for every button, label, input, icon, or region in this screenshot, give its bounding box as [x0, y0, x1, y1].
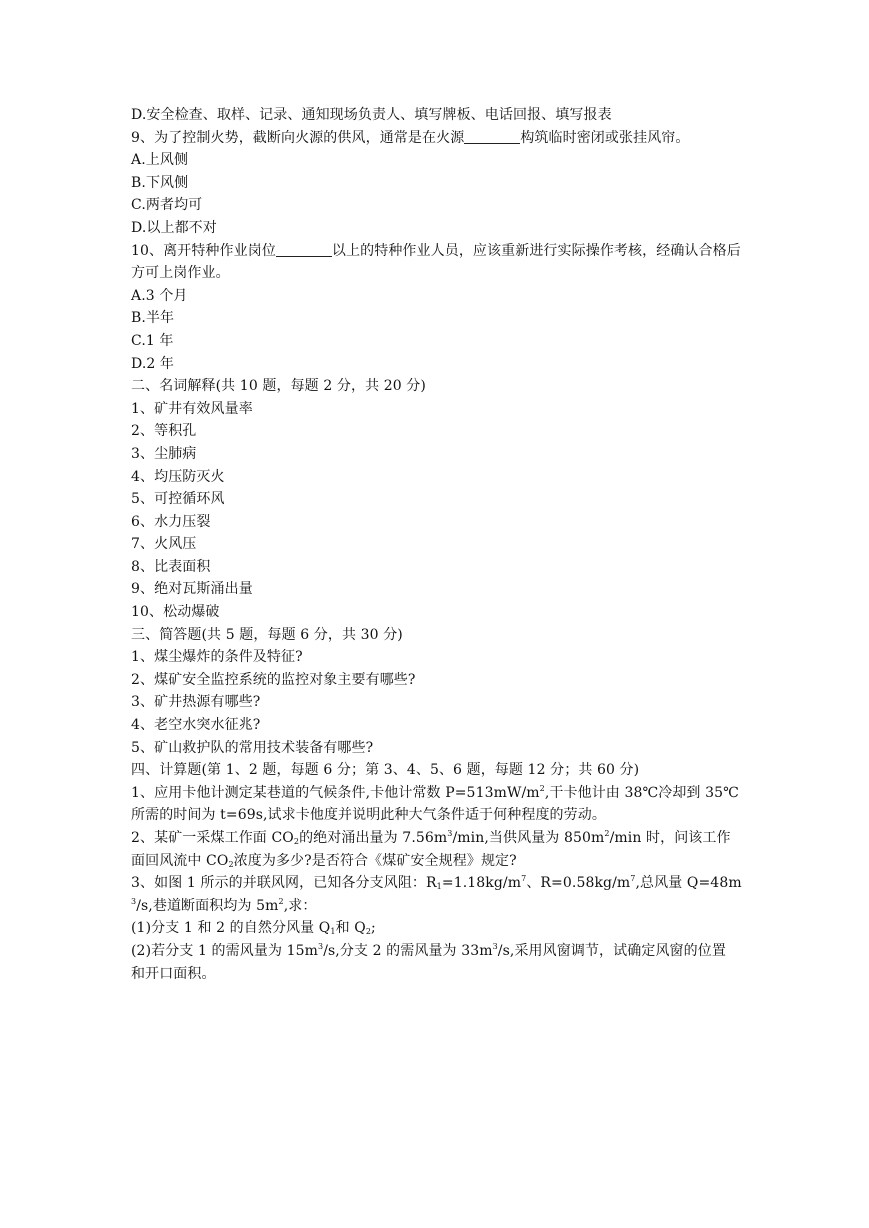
q10-option-c: C.1 年: [131, 332, 174, 349]
q10-option-d: D.2 年: [131, 355, 175, 372]
superscript: 3: [447, 829, 453, 838]
q8-option-d: D.安全检查、取样、记录、通知现场负责人、填写牌板、电话回报、填写报表: [131, 107, 612, 123]
superscript: 7: [630, 874, 636, 884]
section3-item: 1、煤尘爆炸的条件及特征?: [131, 649, 303, 666]
problem-3-sub-text: (1)分支 1 和 2 的自然分风量 Q: [131, 920, 331, 937]
q9-option-a: A.上风侧: [131, 152, 189, 169]
problem-3-sub-text: ;: [371, 920, 376, 937]
subscript: 2: [293, 837, 300, 846]
answer-blank: [464, 129, 520, 144]
q9-option-b: B.下风侧: [131, 174, 189, 191]
problem-2-text: 的绝对涌出量为 7.56m: [299, 830, 448, 846]
problem-3-sub-text: 和 Q: [335, 920, 366, 937]
q9-stem-before: 9、为了控制火势，截断向火源的供风，通常是在火源: [131, 129, 465, 146]
superscript: 2: [278, 896, 284, 906]
section2-item: 8、比表面积: [131, 558, 211, 575]
section2-item: 3、尘肺病: [131, 445, 197, 462]
problem-3-sub-2: [131, 940, 736, 963]
problem-3-sub-text: /s,分支 2 的需风量为 33m: [323, 942, 493, 959]
section2-item: 2、等积孔: [131, 423, 197, 440]
superscript: 2: [604, 829, 610, 838]
answer-blank: [276, 242, 332, 257]
section2-item: 1、矿井有效风量率: [131, 400, 253, 417]
section2-heading: 二、名词解释(共 10 题，每题 2 分，共 20 分): [131, 378, 426, 395]
problem-2: [131, 827, 743, 872]
problem-3-sub-1: [131, 917, 743, 940]
problem-3-text: /s,巷道断面积均为 5m: [136, 897, 279, 914]
problem-3-text: 3、如图 1 所示的并联风网，已知各分支风阻：R: [131, 875, 437, 892]
problem-2-text: /min 时，问该工作面回风流中 CO: [131, 830, 731, 869]
superscript: 3: [131, 896, 137, 906]
q9-stem-after: 构筑临时密闭或张挂风帘。: [520, 129, 690, 146]
section2-item: 4、均压防灭火: [131, 468, 225, 485]
q10-option-b: B.半年: [131, 310, 175, 327]
section3-item: 3、矿井热源有哪些?: [131, 694, 261, 711]
superscript: 7: [521, 874, 527, 884]
q9-option-d: D.以上都不对: [131, 219, 217, 236]
q10-stem-after: 以上的特种作业人员，应该重新进行实际操作考核，经确认合格后方可上岗作业。: [131, 242, 741, 282]
problem-3-sub-text: /s,采用风窗调节，试确定风窗的位置: [497, 942, 726, 959]
section3-item: 5、矿山救护队的常用技术装备有哪些?: [131, 739, 374, 756]
section3-heading: 三、简答题(共 5 题，每题 6 分，共 30 分): [131, 626, 403, 643]
problem-1-text: ,干卡他计由 38℃冷却到 35℃所需的时间为 t=69s,试求卡他度并说明此种大气条件适于何种程度的劳动。: [131, 784, 739, 824]
problem-3-text: =1.18kg/m: [441, 875, 522, 892]
problem-3: [131, 872, 743, 917]
section2-item: 9、绝对瓦斯涌出量: [131, 581, 253, 598]
problem-3-sub-text: (2)若分支 1 的需风量为 15m: [131, 942, 318, 959]
subscript: 2: [365, 927, 372, 937]
problem-3-text: ,求：: [283, 897, 317, 914]
section2-item: 6、水力压裂: [131, 513, 211, 530]
q9-option-c: C.两者均可: [131, 197, 203, 214]
problem-3-text: ,总风量 Q=48m: [635, 875, 742, 892]
subscript: 1: [436, 882, 442, 892]
section3-item: 2、煤矿安全监控系统的监控对象主要有哪些?: [131, 671, 416, 688]
section2-item: 5、可控循环风: [131, 491, 225, 508]
problem-3-last-line: 和开口面积。: [131, 965, 216, 982]
superscript: 3: [492, 941, 498, 951]
problem-2-text: /min,当供风量为 850m: [452, 830, 605, 846]
section4-heading: 四、计算题(第 1、2 题，每题 6 分；第 3、4、5、6 题，每题 12 分；共 60 分): [131, 762, 640, 779]
superscript: 3: [317, 941, 324, 951]
subscript: 1: [330, 927, 336, 937]
section3-item: 4、老空水突水征兆?: [131, 717, 261, 734]
subscript: 2: [228, 859, 234, 869]
problem-2-text: 2、某矿一采煤工作面 CO: [131, 830, 294, 846]
superscript: 2: [539, 783, 545, 793]
section2-item: 7、火风压: [131, 536, 197, 553]
q9-stem: [131, 127, 743, 150]
document-page: [131, 104, 743, 985]
q10-stem: [131, 240, 743, 285]
problem-3-text: 、R=0.58kg/m: [526, 875, 631, 892]
problem-1-text: 1、应用卡他计测定某巷道的气候条件,卡他计常数 P=513mW/m: [131, 784, 540, 801]
q10-stem-before: 10、离开特种作业岗位: [131, 242, 276, 259]
problem-2-text: 浓度为多少?是否符合《煤矿安全规程》规定?: [233, 852, 517, 869]
section2-item: 10、松动爆破: [131, 604, 220, 621]
q10-option-a: A.3 个月: [131, 287, 188, 304]
problem-1: [131, 782, 743, 827]
